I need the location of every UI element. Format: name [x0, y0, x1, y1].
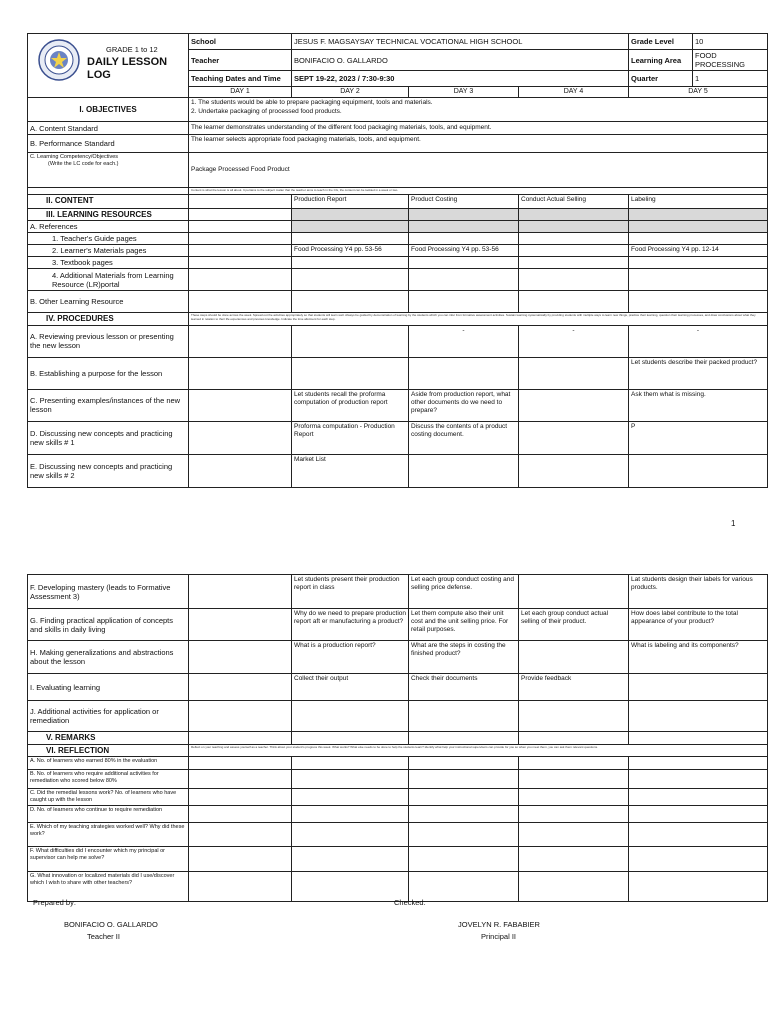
references-day-5: [629, 221, 768, 233]
lm-day-4: [519, 245, 629, 257]
proc-j-day-2: [292, 701, 409, 732]
references-label: A. References: [28, 221, 189, 233]
reflection-d-day-5: [629, 806, 768, 823]
proc-a-day-5: -: [629, 325, 768, 357]
objective-1: 1. The students would be able to prepare packaging equipment, tools and materials.: [191, 99, 433, 107]
lm-day-1: [189, 245, 292, 257]
reflection-f-day-1: [189, 847, 292, 872]
school-value: JESUS F. MAGSAYSAY TECHNICAL VOCATIONAL HIGH SCHOOL: [292, 34, 629, 50]
other-day-4: [519, 291, 629, 313]
content-day-4: Conduct Actual Selling: [519, 194, 629, 208]
proc-j-label: J. Additional activities for application or remediation: [28, 701, 189, 732]
additional-day-1: [189, 269, 292, 291]
lesson-log-page-2: [27, 574, 767, 902]
proc-b-day-4: [519, 357, 629, 389]
day-4-header: DAY 4: [519, 87, 629, 98]
additional-materials-label: 4. Additional Materials from Learning Resource (LR)portal: [28, 269, 189, 291]
content-note: Content is what the lesson is all about. It pertains to the subject matter that the teacher aims to teach in the CG, the content can be tackled in a week or two.: [189, 188, 768, 194]
objectives-text: [189, 98, 768, 122]
proc-d-day-1: [189, 421, 292, 454]
proc-i-day-1: [189, 674, 292, 701]
proc-d-label: D. Discussing new concepts and practicing new skills # 1: [28, 421, 189, 454]
performance-standard-label: B. Performance Standard: [28, 135, 189, 153]
reflection-d-day-2: [292, 806, 409, 823]
content-day-5: Labeling: [629, 194, 768, 208]
day-5-header: DAY 5: [629, 87, 768, 98]
other-day-3: [409, 291, 519, 313]
proc-f-day-5: Lat students design their labels for various products.: [629, 575, 768, 609]
reflection-b-day-5: [629, 770, 768, 789]
lesson-log-page-1: [27, 33, 767, 488]
textbook-day-5: [629, 257, 768, 269]
deped-seal-icon: [38, 39, 80, 81]
proc-j-day-3: [409, 701, 519, 732]
proc-i-label: I. Evaluating learning: [28, 674, 189, 701]
reflection-heading: VI. REFLECTION: [28, 744, 189, 757]
teacher-label: Teacher: [189, 50, 292, 71]
proc-c-day-2: Let students recall the proforma computation of production report: [292, 389, 409, 421]
proc-h-day-2: What is a production report?: [292, 641, 409, 674]
proc-b-label: B. Establishing a purpose for the lesson: [28, 357, 189, 389]
proc-d-day-4: [519, 421, 629, 454]
school-label: School: [189, 34, 292, 50]
procedures-note: These steps should be done across the week. Spread out the activities appropriately so that students will learn well. Always be guided by demonstration of learning by the students which you can infer from formative assessment activities. Sustain learning systematically by providing students with multiple ways to learn new things, practice their learning, question their learning processes, and draw conclusions about what they learned in relation to their life experiences and previous knowledge. Indicate the time allotment for each step.: [189, 313, 768, 326]
proc-f-day-2: Let students present their production report in class: [292, 575, 409, 609]
checked-label: Checked:: [394, 898, 426, 907]
textbook-day-4: [519, 257, 629, 269]
reflection-e-day-2: [292, 823, 409, 847]
other-day-2: [292, 291, 409, 313]
proc-i-day-5: [629, 674, 768, 701]
proc-j-day-1: [189, 701, 292, 732]
reflection-b-day-1: [189, 770, 292, 789]
performance-standard-value: The learner selects appropriate food packaging materials, tools, and equipment.: [189, 135, 768, 153]
proc-a-day-4: -: [519, 325, 629, 357]
content-day-3: Product Costing: [409, 194, 519, 208]
proc-b-day-1: [189, 357, 292, 389]
resources-day-4: [519, 208, 629, 221]
proc-h-day-5: What is labeling and its components?: [629, 641, 768, 674]
lesson-log-table-2: [27, 574, 768, 902]
checker-name: JOVELYN R. FABABIER: [458, 920, 540, 929]
reflection-c-day-2: [292, 789, 409, 806]
objectives-heading: I. OBJECTIVES: [28, 98, 189, 122]
proc-c-day-5: Ask them what is missing.: [629, 389, 768, 421]
reflection-g-day-4: [519, 872, 629, 902]
proc-b-day-2: [292, 357, 409, 389]
references-day-4: [519, 221, 629, 233]
proc-b-day-5: Let students describe their packed product?: [629, 357, 768, 389]
reflection-b-day-2: [292, 770, 409, 789]
competency-value: Package Processed Food Product: [189, 153, 768, 188]
additional-day-4: [519, 269, 629, 291]
content-standard-label: A. Content Standard: [28, 122, 189, 135]
reflection-a-day-4: [519, 757, 629, 770]
reflection-e-day-5: [629, 823, 768, 847]
proc-f-day-4: [519, 575, 629, 609]
tg-day-1: [189, 233, 292, 245]
tg-day-5: [629, 233, 768, 245]
proc-e-day-4: [519, 454, 629, 487]
reflection-d-day-4: [519, 806, 629, 823]
remarks-heading: V. REMARKS: [28, 732, 189, 745]
reflection-d-day-3: [409, 806, 519, 823]
reflection-d-day-1: [189, 806, 292, 823]
reflection-e-day-3: [409, 823, 519, 847]
reflection-e-label: E. Which of my teaching strategies worked well? Why did these work?: [28, 823, 189, 847]
proc-a-day-1: [189, 325, 292, 357]
preparer-title: Teacher II: [87, 932, 120, 941]
textbook-day-3: [409, 257, 519, 269]
remarks-day-2: [292, 732, 409, 745]
tg-day-4: [519, 233, 629, 245]
additional-day-2: [292, 269, 409, 291]
reflection-c-label: C. Did the remedial lessons work? No. of learners who have caught up with the lesson: [28, 789, 189, 806]
references-day-3: [409, 221, 519, 233]
day-3-header: DAY 3: [409, 87, 519, 98]
lesson-log-table-1: [27, 33, 768, 488]
lm-label: 2. Learner's Materials pages: [28, 245, 189, 257]
proc-g-label: G. Finding practical application of concepts and skills in daily living: [28, 609, 189, 641]
proc-g-day-4: Let each group conduct actual selling of their product.: [519, 609, 629, 641]
checker-title: Principal II: [481, 932, 517, 941]
proc-e-day-2: Market List: [292, 454, 409, 487]
header-logo-cell: [28, 34, 189, 98]
reflection-a-day-2: [292, 757, 409, 770]
proc-a-label: A. Reviewing previous lesson or presenting the new lesson: [28, 325, 189, 357]
reflection-b-day-4: [519, 770, 629, 789]
resources-day-2: [292, 208, 409, 221]
lm-day-2: Food Processing Y4 pp. 53-56: [292, 245, 409, 257]
dates-label: Teaching Dates and Time: [189, 71, 292, 87]
teacher-value: BONIFACIO O. GALLARDO: [292, 50, 629, 71]
proc-e-label: E. Discussing new concepts and practicing new skills # 2: [28, 454, 189, 487]
lm-day-3: Food Processing Y4 pp. 53-56: [409, 245, 519, 257]
textbook-label: 3. Textbook pages: [28, 257, 189, 269]
content-day-1: [189, 194, 292, 208]
reflection-g-label: G. What innovation or localized materials did I use/discover which I wish to share with other teachers?: [28, 872, 189, 902]
reflection-g-day-2: [292, 872, 409, 902]
additional-day-3: [409, 269, 519, 291]
proc-i-day-2: Collect their output: [292, 674, 409, 701]
reflection-c-day-1: [189, 789, 292, 806]
reflection-b-label: B. No. of learners who require additional activities for remediation who scored below 80%: [28, 770, 189, 789]
competency-title: C. Learning Competency/Objectives: [30, 154, 119, 161]
reflection-a-day-1: [189, 757, 292, 770]
procedures-heading: IV. PROCEDURES: [28, 313, 189, 326]
other-day-5: [629, 291, 768, 313]
dates-value: SEPT 19-22, 2023 / 7:30-9:30: [292, 71, 629, 87]
learning-area-value: FOOD PROCESSING: [693, 50, 768, 71]
learning-area-label: Learning Area: [629, 50, 693, 71]
reflection-g-day-1: [189, 872, 292, 902]
proc-j-day-5: [629, 701, 768, 732]
remarks-day-3: [409, 732, 519, 745]
tg-day-2: [292, 233, 409, 245]
remarks-day-4: [519, 732, 629, 745]
proc-c-day-1: [189, 389, 292, 421]
reflection-f-day-5: [629, 847, 768, 872]
resources-day-1: [189, 208, 292, 221]
reflection-g-day-5: [629, 872, 768, 902]
additional-day-5: [629, 269, 768, 291]
reflection-c-day-3: [409, 789, 519, 806]
proc-c-label: C. Presenting examples/instances of the new lesson: [28, 389, 189, 421]
quarter-label: Quarter: [629, 71, 693, 87]
grade-level-value: 10: [693, 34, 768, 50]
proc-a-day-2: [292, 325, 409, 357]
proc-i-day-3: Check their documents: [409, 674, 519, 701]
reflection-c-day-4: [519, 789, 629, 806]
proc-c-day-4: [519, 389, 629, 421]
competency-subtitle: (Write the LC code for each.): [48, 160, 119, 167]
reflection-f-label: F. What difficulties did I encounter which my principal or supervisor can help me solve?: [28, 847, 189, 872]
proc-g-day-5: How does label contribute to the total appearance of your product?: [629, 609, 768, 641]
proc-f-label: F. Developing mastery (leads to Formative Assessment 3): [28, 575, 189, 609]
resources-heading: III. LEARNING RESOURCES: [28, 208, 189, 221]
reflection-a-day-5: [629, 757, 768, 770]
proc-f-day-3: Let each group conduct costing and selling price defense.: [409, 575, 519, 609]
grade-level-label: Grade Level: [629, 34, 693, 50]
prepared-by-label: Prepared by:: [33, 898, 76, 907]
resources-day-5: [629, 208, 768, 221]
objective-2: 2. Undertake packaging of processed food products.: [191, 107, 342, 115]
references-day-2: [292, 221, 409, 233]
day-1-header: DAY 1: [189, 87, 292, 98]
reflection-c-day-5: [629, 789, 768, 806]
references-day-1: [189, 221, 292, 233]
proc-g-day-3: Let them compute also their unit cost and the unit selling price. For retail purposes.: [409, 609, 519, 641]
reflection-e-day-1: [189, 823, 292, 847]
reflection-note: Reflect on your teaching and assess yourself as a teacher. Think about your student's progress this week. What works? What else needs to be done to help the students learn? Identify what help your instructional supervisors can provide for you so when you meet them, you can ask them relevant questions.: [189, 744, 768, 757]
textbook-day-2: [292, 257, 409, 269]
reflection-f-day-3: [409, 847, 519, 872]
quarter-value: 1: [693, 71, 768, 87]
proc-f-day-1: [189, 575, 292, 609]
proc-g-day-2: Why do we need to prepare production report aft er manufacturing a product?: [292, 609, 409, 641]
tg-day-3: [409, 233, 519, 245]
reflection-a-label: A. No. of learners who earned 80% in the evaluation: [28, 757, 189, 770]
proc-d-day-3: Discuss the contents of a product costing document.: [409, 421, 519, 454]
proc-e-day-1: [189, 454, 292, 487]
content-standard-value: The learner demonstrates understanding of the different food packaging materials, tools, and equipment.: [189, 122, 768, 135]
proc-e-day-5: [629, 454, 768, 487]
page-title: DAILY LESSON LOG: [87, 56, 168, 82]
remarks-day-5: [629, 732, 768, 745]
proc-g-day-1: [189, 609, 292, 641]
reflection-f-day-4: [519, 847, 629, 872]
reflection-d-label: D. No. of learners who continue to require remediation: [28, 806, 189, 823]
proc-c-day-3: Aside from production report, what other documents do we need to prepare?: [409, 389, 519, 421]
proc-h-label: H. Making generalizations and abstractions about the lesson: [28, 641, 189, 674]
tg-label: 1. Teacher's Guide pages: [28, 233, 189, 245]
content-heading: II. CONTENT: [28, 194, 189, 208]
proc-h-day-1: [189, 641, 292, 674]
preparer-name: BONIFACIO O. GALLARDO: [64, 920, 158, 929]
proc-d-day-2: Proforma computation - Production Report: [292, 421, 409, 454]
competency-label: [28, 153, 189, 188]
reflection-a-day-3: [409, 757, 519, 770]
proc-d-day-5: P: [629, 421, 768, 454]
proc-i-day-4: Provide feedback: [519, 674, 629, 701]
other-resource-label: B. Other Learning Resource: [28, 291, 189, 313]
reflection-e-day-4: [519, 823, 629, 847]
reflection-f-day-2: [292, 847, 409, 872]
proc-j-day-4: [519, 701, 629, 732]
content-day-2: Production Report: [292, 194, 409, 208]
textbook-day-1: [189, 257, 292, 269]
resources-day-3: [409, 208, 519, 221]
proc-h-day-3: What are the steps in costing the finished product?: [409, 641, 519, 674]
proc-b-day-3: [409, 357, 519, 389]
reflection-b-day-3: [409, 770, 519, 789]
other-day-1: [189, 291, 292, 313]
remarks-day-1: [189, 732, 292, 745]
proc-a-day-3: -: [409, 325, 519, 357]
grade-range: GRADE 1 to 12: [106, 45, 158, 54]
page-number: 1: [731, 519, 736, 528]
day-2-header: DAY 2: [292, 87, 409, 98]
lm-day-5: Food Processing Y4 pp. 12-14: [629, 245, 768, 257]
proc-h-day-4: [519, 641, 629, 674]
proc-e-day-3: [409, 454, 519, 487]
